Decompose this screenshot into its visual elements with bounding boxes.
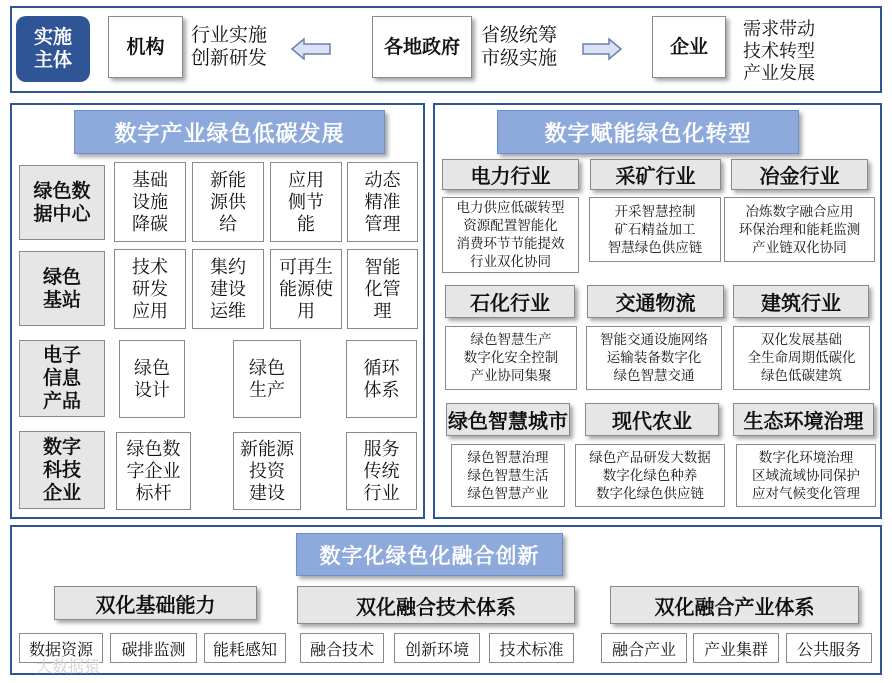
industry-head: 交通物流 [587, 285, 724, 318]
left-cell: 集约 建设 运维 [192, 249, 264, 329]
left-cell: 新能源 投资 建设 [233, 432, 301, 510]
digital-empowerment-title: 数字赋能绿色化转型 [497, 110, 799, 154]
industry-description: 绿色智慧生产 数字化安全控制 产业协同集聚 [445, 326, 577, 390]
implementation-badge: 实施 主体 [16, 16, 90, 82]
org-box: 机构 [108, 16, 183, 78]
left-cell: 绿色数 字企业 标杆 [116, 432, 191, 510]
left-cell: 绿色 设计 [119, 340, 185, 418]
capability-item: 公共服务 [786, 633, 872, 663]
left-cell: 动态 精准 管理 [347, 162, 418, 242]
capability-item: 融合技术 [300, 633, 384, 663]
capability-group-head: 双化基础能力 [54, 586, 257, 620]
industry-head: 绿色智慧城市 [446, 403, 570, 436]
industry-head: 电力行业 [442, 159, 579, 190]
enterprise-description: 需求带动 技术转型 产业发展 [743, 19, 815, 83]
industry-description: 智能交通设施网络 运输装备数字化 绿色智慧交通 [586, 326, 722, 390]
government-box: 各地政府 [372, 16, 472, 78]
capability-item: 融合产业 [601, 633, 687, 663]
arrow-right-icon [581, 37, 623, 61]
electronic-products-head: 电子 信息 产品 [19, 340, 105, 417]
industry-description: 双化发展基础 全生命周期低碳化 绿色低碳建筑 [733, 326, 870, 390]
enterprise-box: 企业 [652, 16, 726, 78]
arrow-left-icon [290, 37, 332, 61]
industry-head: 冶金行业 [731, 159, 868, 190]
left-cell: 基础 设施 降碳 [114, 162, 186, 242]
integration-title: 数字化绿色化融合创新 [296, 533, 563, 576]
government-description: 省级统筹 市级实施 [481, 25, 558, 69]
green-basestation-head: 绿色 基站 [19, 251, 105, 326]
capability-group-head: 双化融合产业体系 [610, 586, 859, 624]
capability-item: 技术标准 [489, 633, 574, 663]
digital-tech-enterprise-head: 数字 科技 企业 [19, 431, 105, 509]
industry-description: 数字化环境治理 区域流域协同保护 应对气候变化管理 [736, 444, 876, 507]
industry-head: 石化行业 [445, 285, 575, 318]
industry-description: 绿色产品研发大数据 数字化绿色种养 数字化绿色供应链 [575, 444, 725, 507]
left-cell: 新能 源供 给 [192, 162, 264, 242]
industry-description: 冶炼数字融合应用 环保治理和能耗监测 产业链双化协同 [724, 197, 875, 262]
capability-item: 数据资源 [19, 633, 103, 663]
industry-head: 现代农业 [585, 403, 719, 436]
industry-description: 开采智慧控制 矿石精益加工 智慧绿色供应链 [589, 197, 721, 262]
left-cell: 智能 化管 理 [347, 249, 418, 329]
industry-description: 绿色智慧治理 绿色智慧生活 绿色智慧产业 [451, 444, 565, 507]
left-cell: 可再生 能源使 用 [270, 249, 342, 329]
industry-head: 采矿行业 [590, 159, 721, 190]
capability-item: 产业集群 [693, 633, 779, 663]
digital-industry-title: 数字产业绿色低碳发展 [74, 110, 385, 154]
left-cell: 绿色 生产 [233, 340, 301, 418]
industry-description: 电力供应低碳转型 资源配置智能化 消费环节节能提效 行业双化协同 [442, 197, 579, 273]
capability-item: 创新环境 [394, 633, 480, 663]
left-cell: 服务 传统 行业 [346, 432, 417, 510]
capability-item: 能耗感知 [204, 633, 286, 663]
industry-head: 建筑行业 [733, 285, 869, 318]
org-description: 行业实施 创新研发 [191, 25, 268, 69]
capability-item: 碳排监测 [110, 633, 197, 663]
industry-head: 生态环境治理 [733, 403, 874, 436]
left-cell: 应用 侧节 能 [270, 162, 342, 242]
capability-group-head: 双化融合技术体系 [297, 586, 575, 624]
watermark: 大数据猿 [36, 659, 101, 676]
left-cell: 循环 体系 [346, 340, 417, 418]
green-datacenter-head: 绿色数 据中心 [19, 165, 105, 240]
left-cell: 技术 研发 应用 [114, 249, 186, 329]
